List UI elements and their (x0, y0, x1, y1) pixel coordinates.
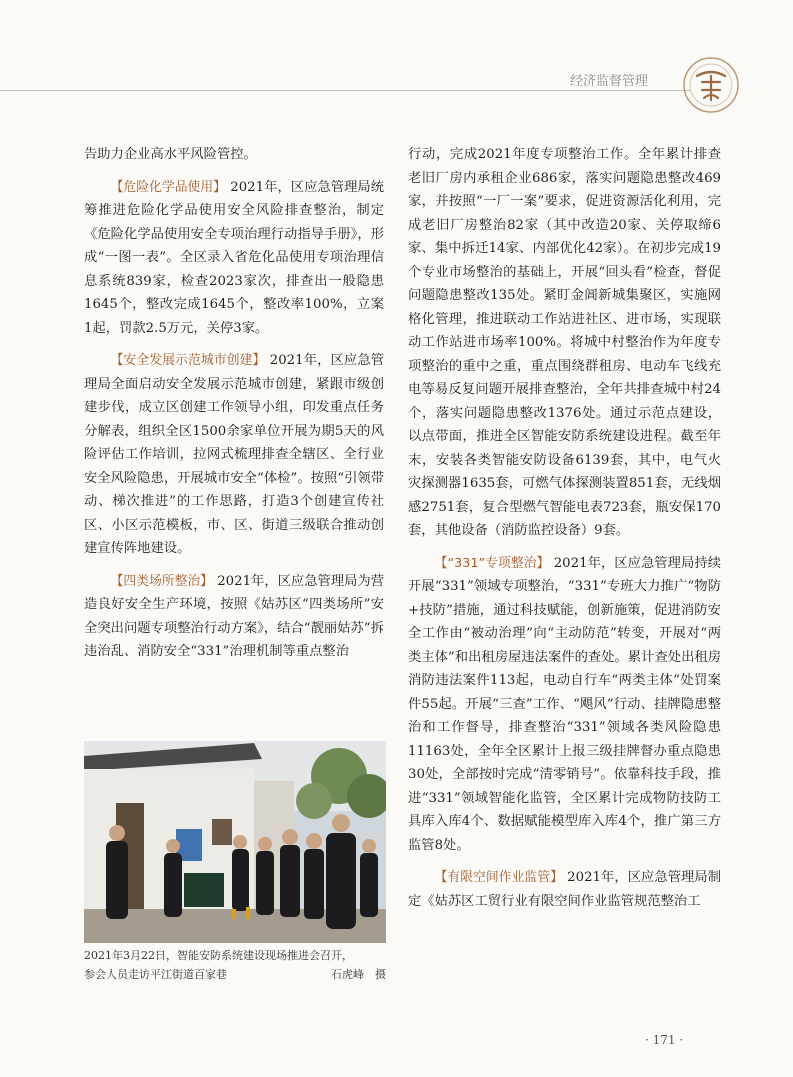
caption-line-1: 2021年3月22日，智能安防系统建设现场推进会召开， (84, 949, 353, 962)
continuation-paragraph: 行动，完成2021年度专项整治工作。全年累计排查老旧厂房内承租企业686家，落实问题隐患整改469家，并按照“一厂一案”要求，促进资源活化利用，完成老旧厂房整治82家（其中改造20家、关停取缔6家、集中拆迁14家、内部优化42家）。在初步完成19个专业市场整治的基础上，开展“回头看”检查，督促问题隐患整改135处。紧盯金阊新城集聚区，实施网格化管理，推进联动工作站进社区、进市场，实现联动工作站进市场率100%。将城中村整治作为年度专项整治的重中之重，重点围绕群租房、电动车飞线充电等易反复问题开展排查整治，全年共排查城中村24个，落实问题隐患整改1376处。通过示范点建设，以点带面，推进全区智能安防系统建设进程。截至年末，安装各类智能安防设备6139套，其中，电气火灾探测器1635套，可燃气体探测装置851套，无线烟感2751套，复合型燃气智能电表723套，瓶安保170套，其他设备（消防监控设备）9套。 (408, 147, 721, 538)
section-body: 2021年，区应急管理局统筹推进危险化学品使用安全风险排查整治，制定《危险化学品使用安全专项治理行动指导手册》，形成“一图一表”。全区录入省危化品使用专项治理信息系统839家，检查2023家次，排查出一般隐患1645个，整改完成1645个，整改率100%，立案1起，罚款2.5万元，关停3家。 (84, 179, 385, 336)
page-number: · 171 · (645, 1033, 684, 1047)
intro-paragraph: 告助力企业高水平风险管控。 (84, 147, 257, 162)
caption-line-2: 参会人员走访平江街道百家巷 (84, 968, 227, 981)
section-tag: 【有限空间作业监管】 (434, 870, 563, 885)
photo-caption (84, 946, 386, 984)
right-column (408, 143, 721, 913)
section-tag: 【“331”专项整治】 (434, 555, 550, 571)
section-tag: 【安全发展示范城市创建】 (110, 353, 266, 368)
section-body: 2021年，区应急管理局全面启动安全发展示范城市创建，紧跟市级创建步伐，成立区创建工作领导小组，印发重点任务分解表，组织全区1500余家单位开展为期5天的风险评估工作培训，拉网式梳理排查全辖区、全行业安全风险隐患，开展城市安全“体检”。按照“引领带动、梯次推进”的工作思路，打造3个创建宣传社区、小区示范模板，市、区、街道三级联合推动创建宣传阵地建设。 (84, 353, 385, 556)
section-tag: 【危险化学品使用】 (110, 179, 226, 195)
section-four-venues (84, 570, 384, 664)
site-visit-photo (84, 741, 386, 943)
left-column (84, 143, 384, 664)
section-confined-space (408, 866, 721, 913)
section-tag: 【四类场所整治】 (110, 573, 213, 589)
section-title: 经济监督管理 (570, 74, 649, 89)
section-body: 2021年，区应急管理局制定《姑苏区工贸行业有限空间作业监管规范整治工 (408, 870, 721, 909)
section-logo-icon (682, 56, 740, 114)
header-rule (0, 90, 690, 91)
section-hazardous-chemicals (84, 176, 384, 341)
section-331-rectification (408, 552, 721, 858)
section-body: 2021年，区应急管理局为营造良好安全生产环境，按照《姑苏区“四类场所”安全突出问题专项整治行动方案》，结合“靓丽姑苏”拆违治乱、消防安全“331”治理机制等重点整治 (84, 573, 385, 659)
section-safe-city (84, 349, 384, 561)
photo-credit: 石虎峰 摄 (331, 968, 386, 981)
section-body: 2021年，区应急管理局持续开展“331”领域专项整治，“331”专班大力推广“物防+技防”措施，通过科技赋能，创新施策，促进消防安全工作由“被动治理”向“主动防范”转变，开展对“两类主体”和出租房屋违法案件的查处。累计查处出租房消防违法案件113起，电动自行车“两类主体”处罚案件55起。开展“三查”工作、“飓风”行动、挂牌隐患整治和工作督导，排查整治“331”领域各类风险隐患11163处，全年全区累计上报三级挂牌督办重点隐患30处，全部按时完成“清零销号”。依靠科技手段，推进“331”领域智能化监管，全区累计完成物防技防工具库入库4个、数据赋能模型库入库4个，推广第三方监管8处。 (408, 555, 721, 853)
